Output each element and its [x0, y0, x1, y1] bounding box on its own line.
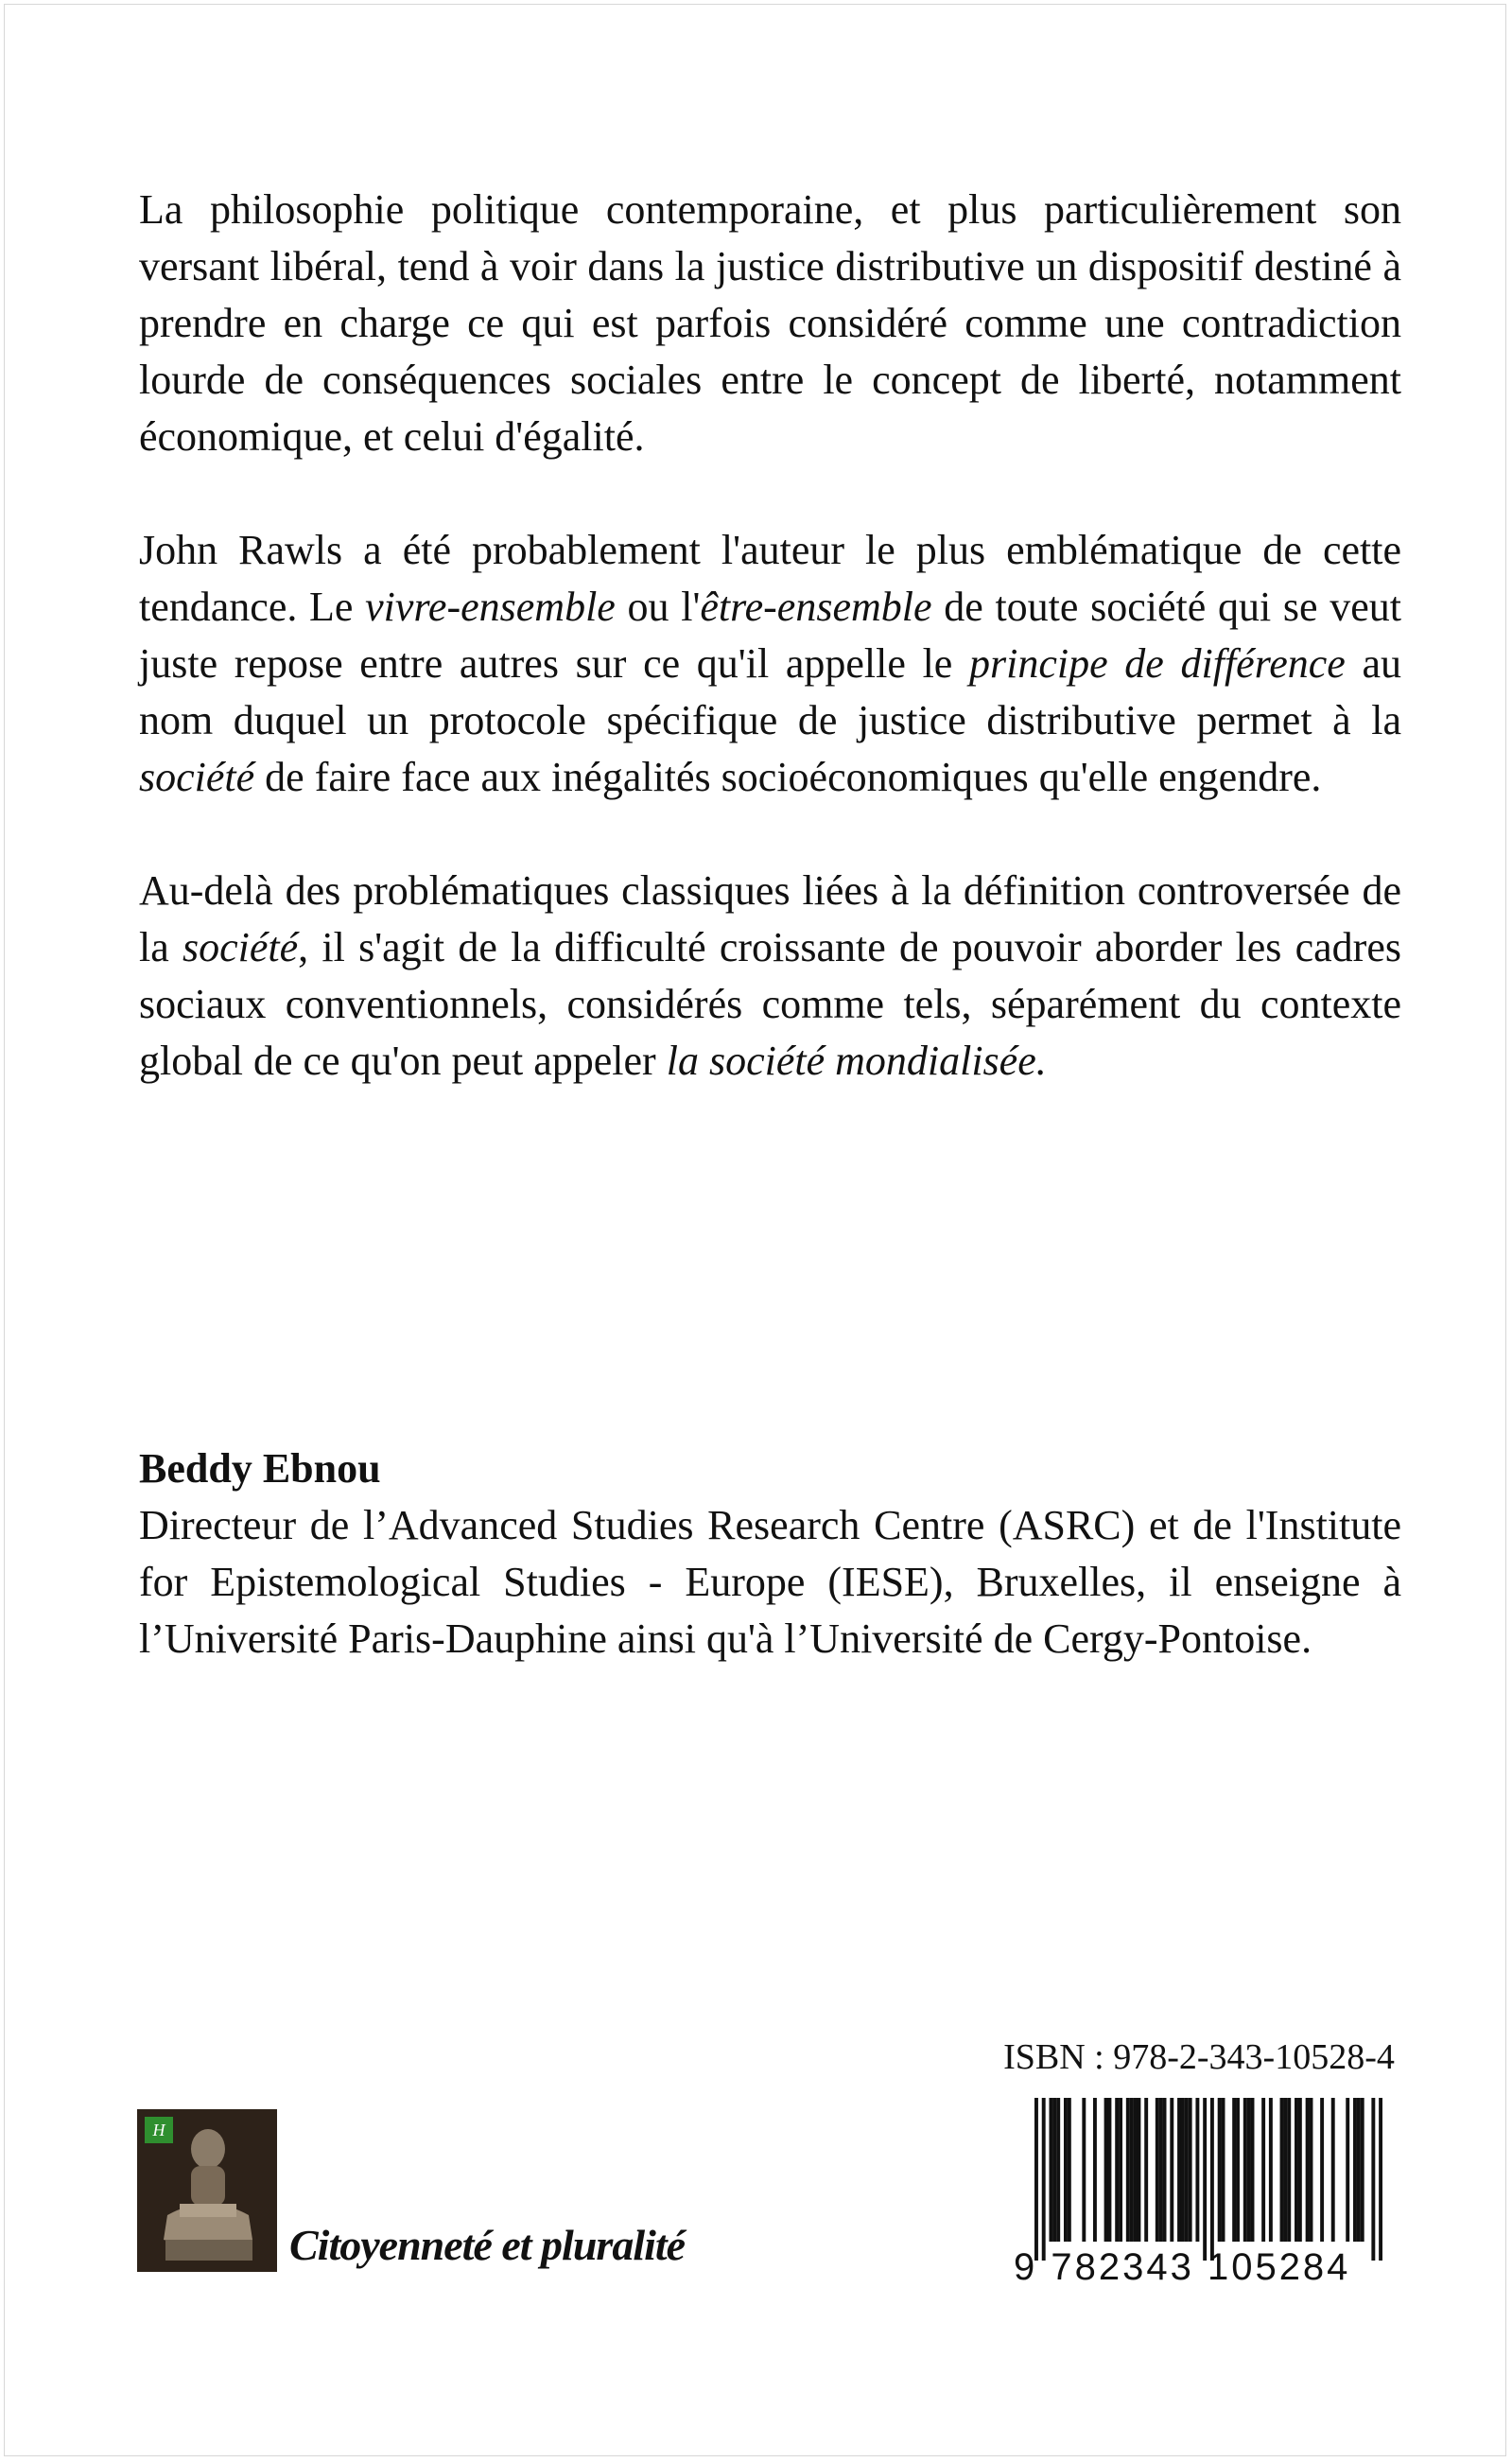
barcode-bar — [1137, 2098, 1140, 2242]
blurb-text: au nom duquel un protocole spécifique de justice distributive permet à la — [139, 640, 1401, 743]
author-name: Beddy Ebnou — [139, 1445, 381, 1492]
italic-term: être-ensemble — [700, 584, 932, 630]
barcode-bar — [1218, 2098, 1222, 2242]
barcode-bar — [1170, 2098, 1173, 2242]
blurb-text: , il s'agit de la difficulté croissante de pouvoir aborder les cadres sociaux conventionnels, considérés comme tels, séparément du contexte global de ce qu'on peut appeler — [139, 924, 1401, 1084]
blurb-text: de faire face aux inégalités socioéconomiques qu'elle engendre. — [254, 754, 1322, 800]
barcode-bar — [1068, 2098, 1071, 2242]
barcode-bar — [1295, 2098, 1298, 2242]
barcode-bar — [1222, 2098, 1225, 2242]
barcode-bar — [1134, 2098, 1138, 2242]
barcode-bar — [1181, 2098, 1185, 2242]
barcode-bar — [1346, 2098, 1349, 2242]
italic-term: principe de différence — [969, 640, 1346, 687]
barcode-bar — [1247, 2098, 1251, 2242]
barcode-bar — [1232, 2098, 1236, 2242]
barcode-bar — [1210, 2098, 1214, 2261]
barcode-bar — [1119, 2098, 1122, 2242]
blurb-text: ou l' — [615, 584, 701, 630]
blurb-paragraph-2 — [139, 522, 1401, 806]
barcode-bar — [1280, 2098, 1284, 2242]
barcode-bar — [1185, 2098, 1189, 2242]
barcode-bar — [1236, 2098, 1240, 2242]
barcode-bar — [1034, 2098, 1038, 2261]
barcode-bar — [1298, 2098, 1302, 2242]
blurb-paragraph-1: La philosophie politique contemporaine, et plus particulièrement son versant libéral, tend à voir dans la justice distributive un dispositif destiné à prendre en charge ce qui est parfois considéré comme une contradiction lourde de conséquences sociales entre le concept de liberté, notamment économique, et celui d'égalité. — [139, 186, 1401, 460]
barcode-bar — [1177, 2098, 1181, 2242]
publisher-logo — [137, 2109, 277, 2272]
barcode-bar — [1049, 2098, 1052, 2242]
blurb-text: de toute société qui se veut juste repose entre autres sur ce qu'il appelle le — [139, 584, 1401, 687]
back-cover-blurb — [139, 182, 1401, 1090]
italic-term: vivre-ensemble — [365, 584, 616, 630]
barcode-bar — [1287, 2098, 1291, 2242]
barcode-bar — [1130, 2098, 1134, 2242]
barcode-bar — [1331, 2098, 1335, 2242]
barcode-bar — [1144, 2098, 1148, 2242]
barcode-bar — [1379, 2098, 1382, 2261]
barcode-bar — [1056, 2098, 1060, 2242]
barcode-bar — [1115, 2098, 1119, 2242]
publisher-mark-icon: H — [145, 2117, 173, 2143]
barcode-bar — [1269, 2098, 1273, 2242]
author-bio: Directeur de l’Advanced Studies Research Centre (ASRC) et de l'Institute for Epistemological Studies - Europe (IESE), Bruxelles, il enseigne à l’Université Paris-Dauphine ainsi qu'à l’Université de Cergy-Pontoise. — [139, 1502, 1401, 1662]
barcode-bar — [1104, 2098, 1108, 2242]
barcode-bar — [1357, 2098, 1361, 2242]
author-section — [139, 1441, 1401, 1668]
italic-term: société — [182, 924, 299, 970]
series-title: Citoyenneté et pluralité — [289, 2221, 686, 2269]
barcode-bar — [1320, 2098, 1324, 2242]
barcode-bar — [1310, 2098, 1313, 2242]
barcode-bar — [1195, 2098, 1199, 2242]
italic-term: société — [139, 754, 255, 800]
barcode-bar — [1261, 2098, 1265, 2242]
barcode-bar — [1156, 2098, 1159, 2242]
barcode-bar — [1251, 2098, 1255, 2242]
barcode-bar — [1082, 2098, 1086, 2242]
barcode-bar — [1107, 2098, 1111, 2242]
barcode-bar — [1163, 2098, 1167, 2242]
barcode-bar — [1203, 2098, 1207, 2261]
barcode-digits: 9 782343 105284 — [1014, 2246, 1351, 2288]
barcode — [1034, 2098, 1382, 2261]
barcode-bar — [1283, 2098, 1287, 2242]
isbn-label: ISBN : 978-2-343-10528-4 — [1003, 2037, 1395, 2077]
barcode-bar — [1093, 2098, 1097, 2242]
italic-term: la société mondialisée. — [666, 1038, 1047, 1084]
barcode-bar — [1064, 2098, 1068, 2242]
barcode-bar — [1371, 2098, 1375, 2261]
barcode-bar — [1353, 2098, 1357, 2242]
blurb-text: Au-delà des problématiques classiques liées à la définition controversée de la — [139, 867, 1401, 970]
barcode-bar — [1159, 2098, 1163, 2242]
barcode-bar — [1306, 2098, 1310, 2242]
barcode-bar — [1361, 2098, 1364, 2242]
barcode-bar — [1243, 2098, 1247, 2242]
blurb-paragraph-3 — [139, 863, 1401, 1090]
barcode-bar — [1189, 2098, 1192, 2242]
barcode-bar — [1042, 2098, 1046, 2261]
barcode-bar — [1052, 2098, 1056, 2242]
blurb-text: John Rawls a été probablement l'auteur le plus emblématique de cette tendance. Le — [139, 527, 1401, 630]
barcode-bar — [1126, 2098, 1130, 2242]
